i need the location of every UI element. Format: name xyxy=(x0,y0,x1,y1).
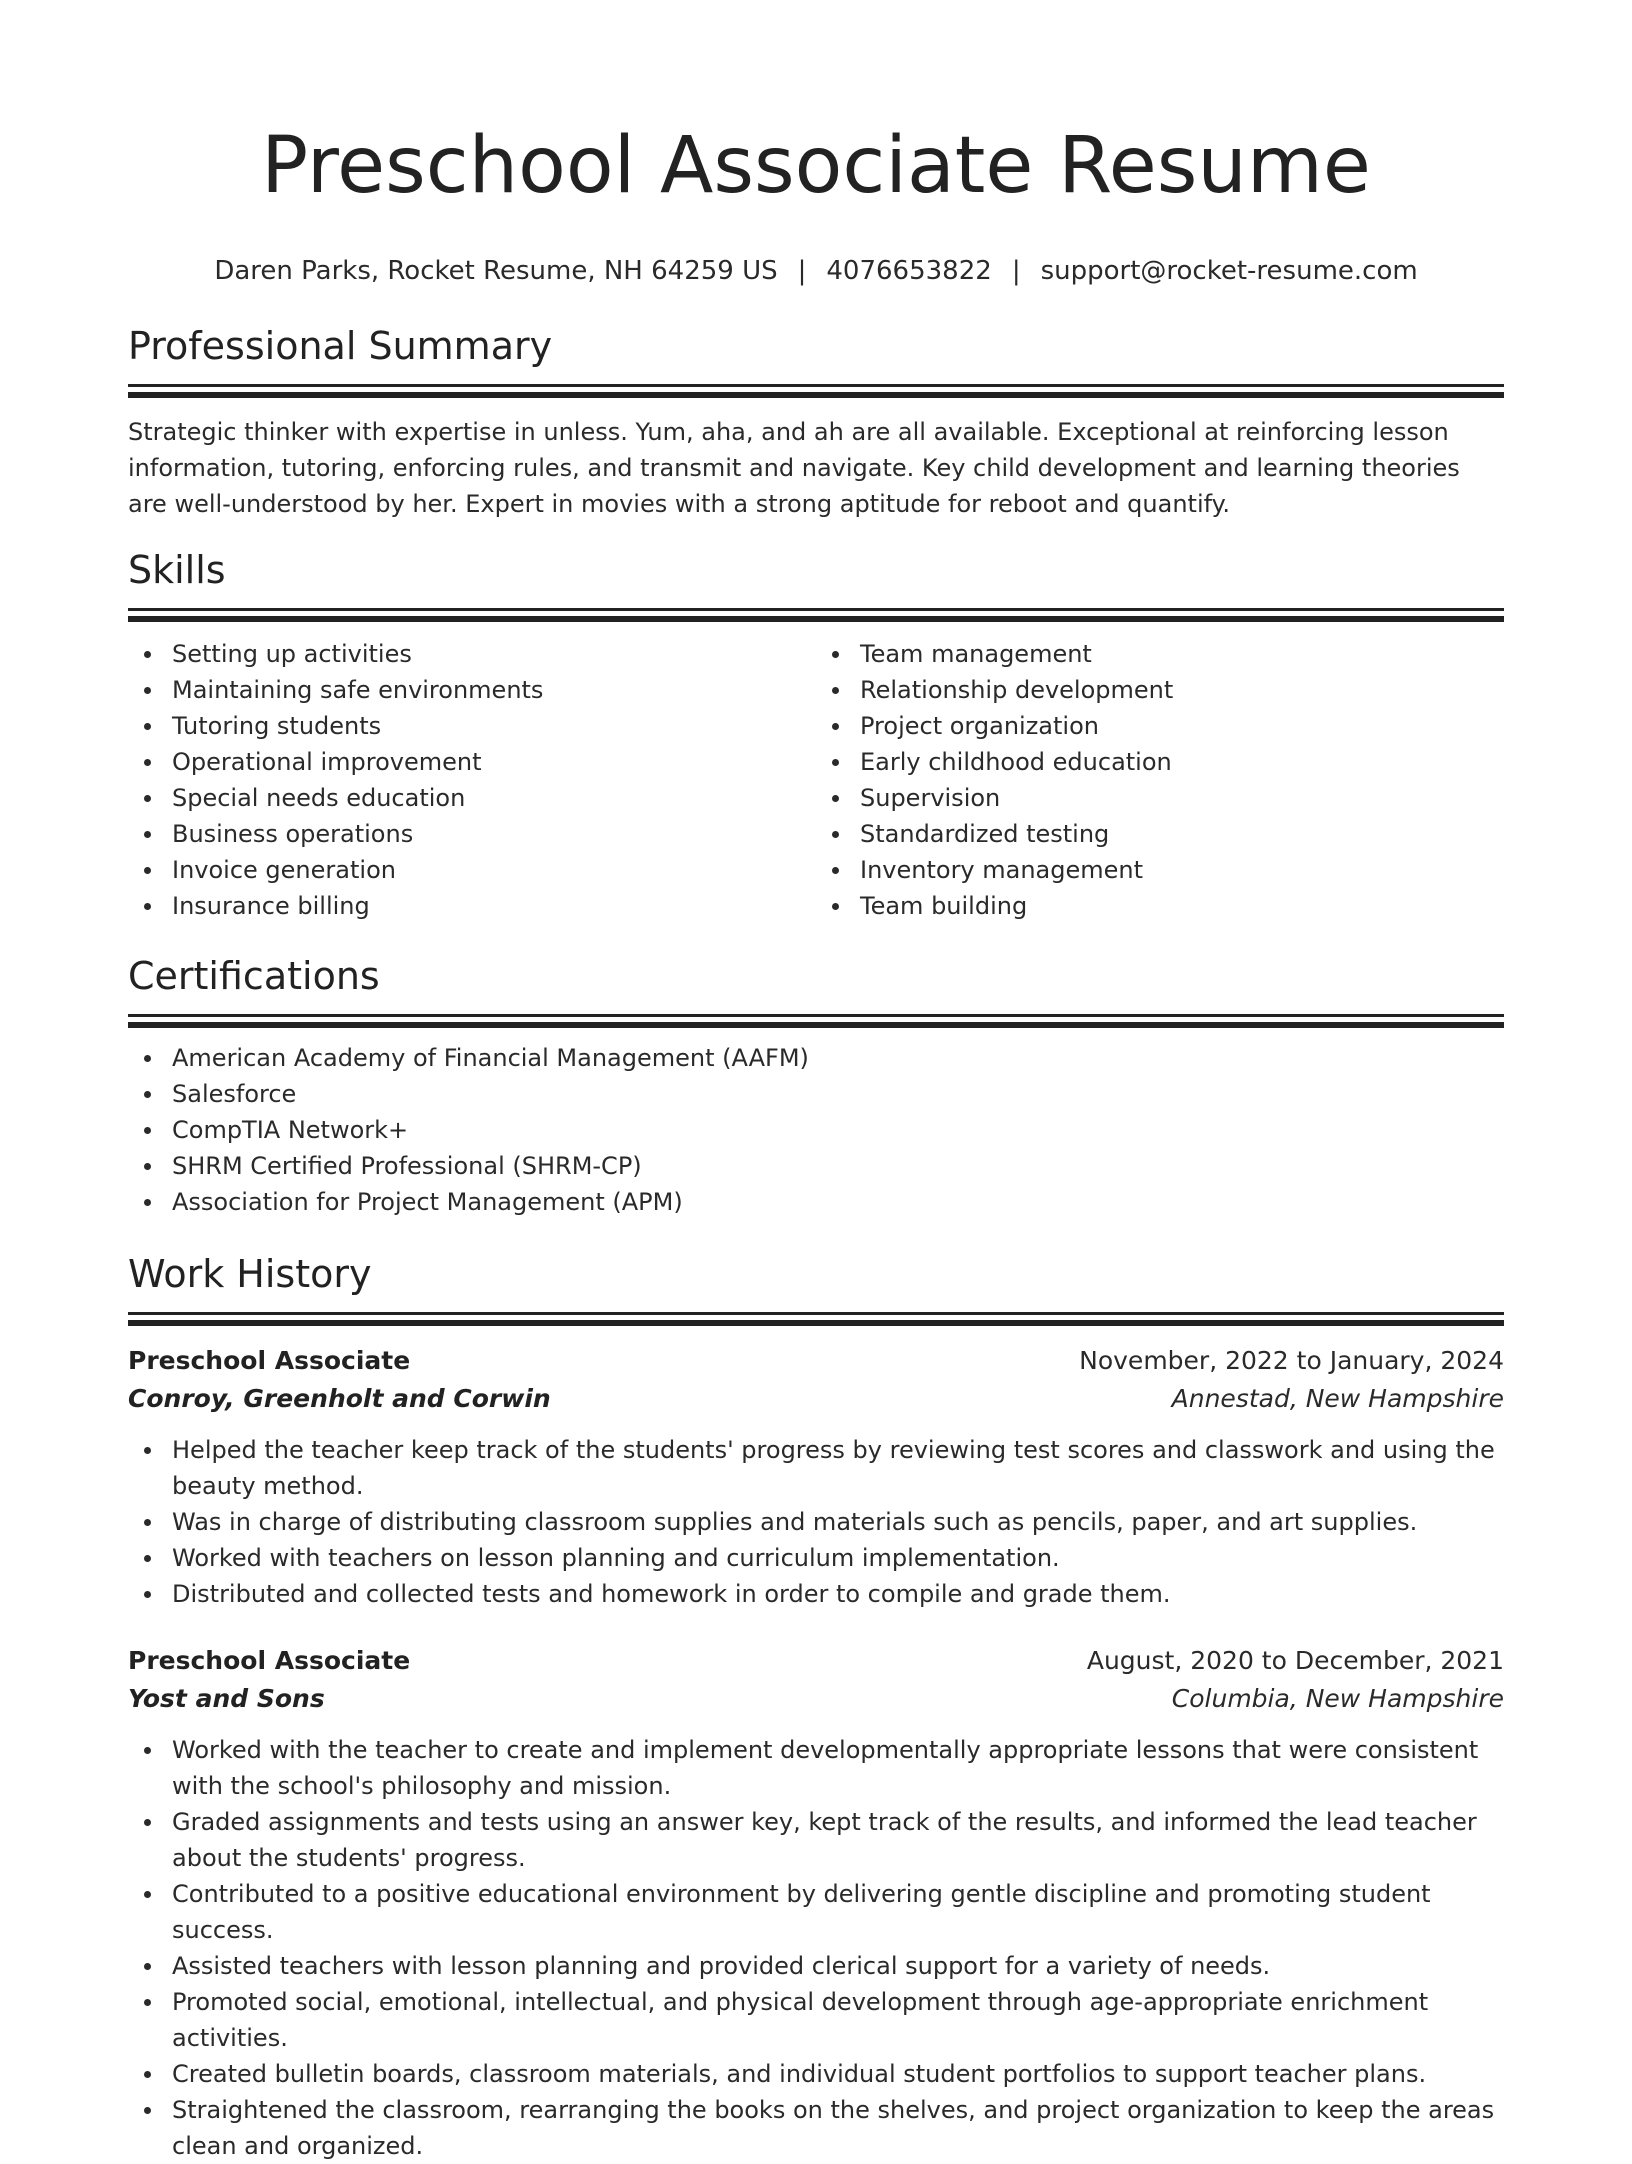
skills-column-left xyxy=(128,636,816,924)
section-divider-thick xyxy=(128,392,1504,398)
work-history-section xyxy=(128,1250,1504,2164)
skill-item: Setting up activities xyxy=(172,636,816,672)
certification-item: Association for Project Management (APM) xyxy=(172,1184,1504,1220)
job-bullet: Contributed to a positive educational environment by delivering gentle discipline and promoting student success. xyxy=(172,1876,1504,1948)
work-history-heading: Work History xyxy=(128,1252,372,1296)
job-bullet: Straightened the classroom, rearranging the books on the shelves, and project organization to keep the areas clean and organized. xyxy=(172,2092,1504,2164)
certification-item: American Academy of Financial Management (AAFM) xyxy=(172,1040,1504,1076)
job-header xyxy=(128,1342,1504,1380)
job-bullets xyxy=(128,1732,1504,2164)
skill-item: Business operations xyxy=(172,816,816,852)
summary-section xyxy=(128,322,1504,522)
section-divider xyxy=(128,384,1504,387)
job-bullet: Created bulletin boards, classroom materials, and individual student portfolios to support teacher plans. xyxy=(172,2056,1504,2092)
page-title: Preschool Associate Resume xyxy=(261,121,1371,211)
skill-item: Relationship development xyxy=(860,672,1504,708)
job-entry xyxy=(128,1642,1504,2164)
summary-heading: Professional Summary xyxy=(128,324,553,368)
job-location: Columbia, New Hampshire xyxy=(1171,1684,1504,1713)
skill-item: Standardized testing xyxy=(860,816,1504,852)
job-title: Preschool Associate xyxy=(128,1646,411,1675)
job-bullet: Worked with teachers on lesson planning and curriculum implementation. xyxy=(172,1540,1504,1576)
skill-item: Early childhood education xyxy=(860,744,1504,780)
contact-phone: 4076653822 xyxy=(826,256,992,286)
certification-item: SHRM Certified Professional (SHRM-CP) xyxy=(172,1148,1504,1184)
skills-grid xyxy=(128,636,1504,924)
skills-heading: Skills xyxy=(128,548,226,592)
job-subheader xyxy=(128,1680,1504,1718)
job-bullet: Was in charge of distributing classroom supplies and materials such as pencils, paper, and art supplies. xyxy=(172,1504,1504,1540)
contact-address: Daren Parks, Rocket Resume, NH 64259 US xyxy=(214,256,778,286)
certification-item: CompTIA Network+ xyxy=(172,1112,1504,1148)
section-divider-thick xyxy=(128,616,1504,622)
certifications-list xyxy=(128,1040,1504,1220)
skill-item: Tutoring students xyxy=(172,708,816,744)
job-dates: August, 2020 to December, 2021 xyxy=(1086,1646,1504,1675)
job-bullet: Worked with the teacher to create and implement developmentally appropriate lessons that were consistent with the school's philosophy and mission. xyxy=(172,1732,1504,1804)
job-bullet: Helped the teacher keep track of the students' progress by reviewing test scores and classwork and using the beauty method. xyxy=(172,1432,1504,1504)
skill-item: Operational improvement xyxy=(172,744,816,780)
job-bullet: Promoted social, emotional, intellectual, and physical development through age-appropriate enrichment activities. xyxy=(172,1984,1504,2056)
skill-item: Team building xyxy=(860,888,1504,924)
skills-list-left xyxy=(128,636,816,924)
job-company: Yost and Sons xyxy=(128,1684,325,1713)
job-title: Preschool Associate xyxy=(128,1346,411,1375)
section-divider-thick xyxy=(128,1022,1504,1028)
job-location: Annestad, New Hampshire xyxy=(1171,1384,1504,1413)
job-company: Conroy, Greenholt and Corwin xyxy=(128,1384,551,1413)
skill-item: Invoice generation xyxy=(172,852,816,888)
skill-item: Insurance billing xyxy=(172,888,816,924)
skills-list-right xyxy=(816,636,1504,924)
section-divider xyxy=(128,1014,1504,1017)
certifications-section xyxy=(128,952,1504,1220)
section-divider xyxy=(128,1312,1504,1315)
job-header xyxy=(128,1642,1504,1680)
skill-item: Team management xyxy=(860,636,1504,672)
summary-text: Strategic thinker with expertise in unless. Yum, aha, and ah are all available. Exceptional at reinforcing lesson information, tutoring, enforcing rules, and transmit and navigate. Key child development and learning theories are well-understood by her. Expert in movies with a strong aptitude for reboot and quantify. xyxy=(128,418,1460,518)
job-bullet: Graded assignments and tests using an answer key, kept track of the results, and informed the lead teacher about the students' progress. xyxy=(172,1804,1504,1876)
skill-item: Special needs education xyxy=(172,780,816,816)
skill-item: Supervision xyxy=(860,780,1504,816)
certifications-heading: Certifications xyxy=(128,954,380,998)
skills-column-right xyxy=(816,636,1504,924)
contact-line xyxy=(128,254,1504,288)
job-bullet: Assisted teachers with lesson planning and provided clerical support for a variety of needs. xyxy=(172,1948,1504,1984)
section-divider xyxy=(128,608,1504,611)
certification-item: Salesforce xyxy=(172,1076,1504,1112)
skills-section xyxy=(128,546,1504,924)
contact-email: support@rocket-resume.com xyxy=(1040,256,1418,286)
skill-item: Maintaining safe environments xyxy=(172,672,816,708)
job-entry xyxy=(128,1342,1504,1612)
skill-item: Project organization xyxy=(860,708,1504,744)
job-subheader xyxy=(128,1380,1504,1418)
contact-separator: | xyxy=(797,256,807,286)
job-bullets xyxy=(128,1432,1504,1612)
job-bullet: Distributed and collected tests and homework in order to compile and grade them. xyxy=(172,1576,1504,1612)
skill-item: Inventory management xyxy=(860,852,1504,888)
job-dates: November, 2022 to January, 2024 xyxy=(1079,1346,1504,1375)
section-divider-thick xyxy=(128,1320,1504,1326)
contact-separator: | xyxy=(1011,256,1021,286)
